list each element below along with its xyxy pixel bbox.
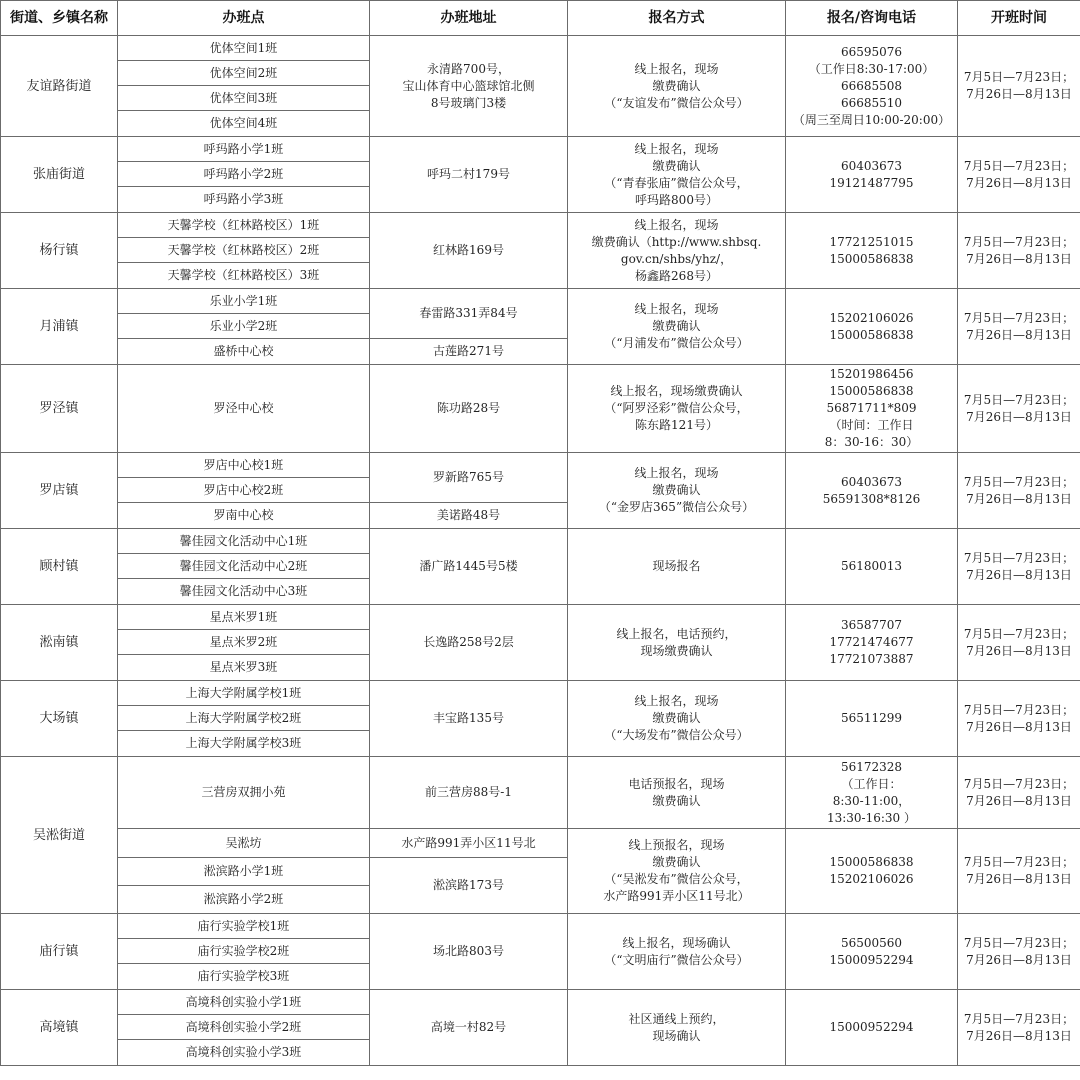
phone-cell-line: 66595076 [840, 44, 903, 59]
address-cell: 呼玛二村179号 [370, 137, 568, 213]
class-time-line: 7月26日—8月13日 [966, 952, 1072, 967]
class-time-line: 7月26日—8月13日 [966, 327, 1072, 342]
class-time-cell [958, 453, 1080, 529]
phone-cell-line: （工作日8:30-17:00） [808, 61, 935, 76]
phone-cell-line: 56591308*8126 [822, 491, 921, 506]
class-site-cell: 天馨学校（红林路校区）2班 [118, 238, 370, 263]
class-site-cell: 呼玛路小学2班 [118, 162, 370, 187]
class-time-line: 7月5日—7月23日； [963, 935, 1075, 950]
class-site-cell: 上海大学附属学校2班 [118, 706, 370, 731]
phone-cell-line: 60403673 [840, 158, 903, 173]
class-site-cell: 馨佳园文化活动中心2班 [118, 554, 370, 579]
address-cell: 美诺路48号 [370, 503, 568, 529]
phone-cell-line: 56172328 [840, 759, 903, 774]
phone-cell [786, 829, 958, 914]
address-cell: 古莲路271号 [370, 339, 568, 365]
class-time-cell [958, 990, 1080, 1066]
district-cell: 张庙街道 [1, 137, 118, 213]
class-time-line: 7月5日—7月23日； [963, 626, 1075, 641]
class-site-cell: 馨佳园文化活动中心1班 [118, 529, 370, 554]
registration-method-cell-line: 缴费确认（http://www.shbsq. [591, 234, 762, 249]
registration-method-cell-line: （“文明庙行”微信公众号） [604, 952, 749, 967]
phone-cell-line: 66685508 [840, 78, 903, 93]
class-site-cell: 呼玛路小学1班 [118, 137, 370, 162]
address-cell-line: 永清路700号， [427, 61, 510, 76]
header-class-time: 开班时间 [958, 1, 1080, 36]
class-site-cell: 高境科创实验小学2班 [118, 1015, 370, 1040]
class-time-line: 7月26日—8月13日 [966, 87, 1072, 101]
address-cell: 罗新路765号 [370, 453, 568, 503]
registration-method-cell [568, 681, 786, 757]
phone-cell [786, 213, 958, 289]
registration-method-cell [568, 453, 786, 529]
class-site-cell: 三营房双拥小苑 [118, 757, 370, 829]
phone-cell-line: 15202106026 [829, 872, 914, 886]
class-time-line: 7月26日—8月13日 [966, 793, 1072, 808]
class-time-line: 7月26日—8月13日 [966, 872, 1072, 886]
district-cell: 罗店镇 [1, 453, 118, 529]
class-time-line: 7月26日—8月13日 [966, 251, 1072, 266]
class-time-line: 7月5日—7月23日； [963, 550, 1075, 565]
class-time-line: 7月26日—8月13日 [966, 643, 1072, 658]
class-time-line: 7月26日—8月13日 [966, 1028, 1072, 1043]
phone-cell [786, 914, 958, 990]
registration-method-cell-line: 缴费确认 [652, 855, 701, 869]
phone-cell-line: 8:30-11:00， [832, 793, 911, 808]
address-cell: 红林路169号 [370, 213, 568, 289]
class-site-cell: 上海大学附属学校3班 [118, 731, 370, 757]
address-cell: 淞滨路173号 [370, 858, 568, 914]
address-cell: 长逸路258号2层 [370, 605, 568, 681]
phone-cell-line: 60403673 [840, 474, 903, 489]
district-cell: 友谊路街道 [1, 36, 118, 137]
registration-method-cell [568, 365, 786, 453]
address-cell-line: 8号玻璃门3楼 [430, 95, 507, 110]
registration-method-cell-line: 杨鑫路268号） [635, 268, 718, 283]
phone-cell-line: 17721474677 [829, 635, 914, 649]
class-time-cell [958, 529, 1080, 605]
address-cell: 陈功路28号 [370, 365, 568, 453]
table-row [1, 36, 1080, 61]
class-site-cell: 优体空间1班 [118, 36, 370, 61]
phone-cell-line: 17721251015 [829, 234, 914, 249]
table-row [1, 829, 1080, 858]
district-cell: 杨行镇 [1, 213, 118, 289]
class-site-cell: 盛桥中心校 [118, 339, 370, 365]
registration-method-cell-line: 现场确认 [652, 1028, 701, 1043]
registration-method-cell-line: 线上报名，现场确认 [622, 935, 731, 950]
class-site-cell: 乐业小学2班 [118, 314, 370, 339]
class-time-line: 7月26日—8月13日 [966, 409, 1072, 424]
class-time-cell [958, 605, 1080, 681]
registration-method-cell-line: 线上报名，电话预约， [616, 626, 737, 641]
address-cell: 高境一村82号 [370, 990, 568, 1066]
registration-method-cell-line: 线上报名，现场 [634, 217, 719, 232]
district-cell: 罗泾镇 [1, 365, 118, 453]
registration-method-cell-line: 缴费确认 [652, 711, 701, 725]
phone-cell: 56511299 [786, 681, 958, 757]
class-site-cell: 高境科创实验小学1班 [118, 990, 370, 1015]
registration-method-cell-line: 缴费确认 [652, 793, 701, 808]
class-site-cell: 庙行实验学校3班 [118, 964, 370, 990]
phone-cell-line: 8：30-16：30） [824, 435, 919, 449]
registration-method-cell-line: （“金罗店365”微信公众号） [598, 500, 755, 514]
phone-cell-line: 15000586838 [829, 384, 914, 398]
registration-method-cell-line: 电话预报名，现场 [628, 776, 725, 791]
table-row [1, 605, 1080, 630]
class-site-cell: 馨佳园文化活动中心3班 [118, 579, 370, 605]
registration-method-cell [568, 757, 786, 829]
registration-method-cell-line: （“月浦发布”微信公众号） [604, 336, 749, 350]
phone-cell [786, 757, 958, 829]
table-row [1, 365, 1080, 453]
phone-cell [786, 365, 958, 453]
class-site-cell: 星点米罗3班 [118, 655, 370, 681]
registration-method-cell [568, 289, 786, 365]
class-time-line: 7月5日—7月23日； [963, 70, 1075, 84]
class-time-cell [958, 829, 1080, 914]
district-cell: 顾村镇 [1, 529, 118, 605]
registration-method-cell-line: 现场缴费确认 [640, 643, 713, 658]
class-site-cell: 优体空间2班 [118, 61, 370, 86]
registration-method-cell [568, 213, 786, 289]
phone-cell: 56180013 [786, 529, 958, 605]
registration-method-cell-line: （“阿罗泾彩”微信公众号， [604, 401, 749, 415]
district-cell: 淞南镇 [1, 605, 118, 681]
registration-method-cell [568, 137, 786, 213]
class-time-line: 7月5日—7月23日； [963, 310, 1075, 325]
class-site-cell: 罗店中心校1班 [118, 453, 370, 478]
class-time-line: 7月5日—7月23日； [963, 474, 1075, 489]
registration-method-cell-line: （“友谊发布”微信公众号） [604, 95, 749, 110]
class-site-cell: 优体空间4班 [118, 111, 370, 137]
class-time-line: 7月26日—8月13日 [966, 567, 1072, 582]
class-site-cell: 星点米罗2班 [118, 630, 370, 655]
phone-cell-line: （工作日： [841, 776, 902, 791]
class-site-cell: 天馨学校（红林路校区）3班 [118, 263, 370, 289]
class-time-cell [958, 914, 1080, 990]
class-site-cell: 星点米罗1班 [118, 605, 370, 630]
table-row [1, 990, 1080, 1015]
registration-method-cell-line: 线上预报名，现场 [628, 838, 725, 852]
class-time-cell [958, 681, 1080, 757]
class-time-line: 7月5日—7月23日； [963, 158, 1075, 173]
registration-method-cell [568, 36, 786, 137]
registration-method-cell-line: （“大场发布”微信公众号） [604, 728, 749, 742]
district-cell: 月浦镇 [1, 289, 118, 365]
registration-method-cell-line: （“青春张庙”微信公众号， [604, 175, 749, 190]
district-cell: 庙行镇 [1, 914, 118, 990]
header-address: 办班地址 [370, 1, 568, 36]
class-time-line: 7月5日—7月23日； [963, 1011, 1075, 1026]
phone-cell [786, 605, 958, 681]
class-time-cell [958, 365, 1080, 453]
class-site-cell: 庙行实验学校2班 [118, 939, 370, 964]
class-time-line: 7月5日—7月23日； [963, 392, 1075, 407]
registration-method-cell [568, 829, 786, 914]
table-row [1, 289, 1080, 314]
phone-cell-line: 56871711*809 [826, 401, 917, 415]
address-cell: 潘广路1445号5楼 [370, 529, 568, 605]
class-time-line: 7月26日—8月13日 [966, 491, 1072, 506]
class-time-cell [958, 36, 1080, 137]
table-row [1, 453, 1080, 478]
class-time-line: 7月5日—7月23日； [963, 855, 1075, 869]
class-site-cell: 罗南中心校 [118, 503, 370, 529]
header-class-site: 办班点 [118, 1, 370, 36]
class-site-cell: 淞滨路小学2班 [118, 886, 370, 914]
phone-cell-line: 36587707 [840, 618, 903, 632]
phone-cell-line: 15000586838 [829, 251, 914, 266]
address-cell-line: 宝山体育中心篮球馆北侧 [402, 78, 535, 93]
class-site-cell: 乐业小学1班 [118, 289, 370, 314]
class-site-cell: 高境科创实验小学3班 [118, 1040, 370, 1066]
phone-cell [786, 36, 958, 137]
registration-method-cell-line: 水产路991弄小区11号北） [603, 889, 750, 903]
phone-cell-line: （时间：工作日 [829, 418, 914, 432]
class-time-line: 7月26日—8月13日 [966, 719, 1072, 734]
registration-method-cell-line: 线上报名，现场 [634, 466, 719, 480]
phone-cell-line: 15000586838 [829, 855, 914, 869]
class-site-cell: 罗店中心校2班 [118, 478, 370, 503]
phone-cell-line: 15000952294 [829, 952, 914, 967]
class-time-cell [958, 137, 1080, 213]
class-time-line: 7月26日—8月13日 [966, 175, 1072, 190]
class-site-cell: 吴淞坊 [118, 829, 370, 858]
header-district: 街道、乡镇名称 [1, 1, 118, 36]
address-cell: 丰宝路135号 [370, 681, 568, 757]
registration-method-cell-line: 陈东路121号） [635, 418, 718, 432]
phone-cell-line: 13:30-16:30 ） [826, 810, 917, 825]
phone-cell [786, 137, 958, 213]
registration-method-cell-line: 线上报名，现场 [634, 61, 719, 76]
phone-cell [786, 289, 958, 365]
registration-method-cell-line: 缴费确认 [652, 483, 701, 497]
registration-method-cell [568, 990, 786, 1066]
registration-method-cell-line: 社区通线上预约， [628, 1011, 725, 1026]
header-registration-method: 报名方式 [568, 1, 786, 36]
class-time-cell [958, 289, 1080, 365]
phone-cell-line: 66685510 [840, 95, 903, 110]
district-cell: 高境镇 [1, 990, 118, 1066]
registration-method-cell-line: gov.cn/shbs/yhz/， [620, 251, 733, 266]
phone-cell [786, 453, 958, 529]
header-row [1, 1, 1080, 36]
table-row [1, 213, 1080, 238]
table-row [1, 529, 1080, 554]
class-time-line: 7月5日—7月23日； [963, 234, 1075, 249]
district-cell: 吴淞街道 [1, 757, 118, 914]
address-cell: 场北路803号 [370, 914, 568, 990]
registration-method-cell-line: 呼玛路800号） [635, 192, 718, 207]
class-site-cell: 优体空间3班 [118, 86, 370, 111]
class-site-cell: 上海大学附属学校1班 [118, 681, 370, 706]
registration-method-cell-line: 缴费确认 [652, 78, 701, 93]
phone-cell-line: 15202106026 [829, 310, 914, 325]
class-time-cell [958, 213, 1080, 289]
registration-method-cell-line: （“吴淞发布”微信公众号， [604, 872, 749, 886]
class-site-cell: 罗泾中心校 [118, 365, 370, 453]
class-site-cell: 呼玛路小学3班 [118, 187, 370, 213]
registration-method-cell-line: 线上报名，现场 [634, 141, 719, 156]
class-time-line: 7月5日—7月23日； [963, 776, 1075, 791]
registration-method-cell: 现场报名 [568, 529, 786, 605]
header-phone: 报名/咨询电话 [786, 1, 958, 36]
registration-method-cell-line: 线上报名，现场缴费确认 [610, 384, 743, 398]
registration-method-cell [568, 605, 786, 681]
phone-cell-line: 17721073887 [829, 652, 914, 666]
phone-cell-line: 15201986456 [829, 367, 914, 381]
phone-cell-line: （周三至周日10:00-20:00） [792, 112, 951, 127]
address-cell: 春雷路331弄84号 [370, 289, 568, 339]
address-cell: 水产路991弄小区11号北 [370, 829, 568, 858]
registration-method-cell-line: 线上报名，现场 [634, 694, 719, 708]
phone-cell-line: 56500560 [840, 935, 903, 950]
phone-cell: 15000952294 [786, 990, 958, 1066]
registration-method-cell-line: 缴费确认 [652, 158, 701, 173]
registration-method-cell-line: 缴费确认 [652, 319, 701, 333]
class-time-line: 7月5日—7月23日； [963, 702, 1075, 717]
registration-method-cell [568, 914, 786, 990]
phone-cell-line: 15000586838 [829, 327, 914, 342]
class-site-cell: 庙行实验学校1班 [118, 914, 370, 939]
address-cell: 前三营房88号-1 [370, 757, 568, 829]
class-site-cell: 淞滨路小学1班 [118, 858, 370, 886]
class-site-cell: 天馨学校（红林路校区）1班 [118, 213, 370, 238]
address-cell [370, 36, 568, 137]
table-row [1, 757, 1080, 829]
table-row [1, 681, 1080, 706]
registration-method-cell-line: 线上报名，现场 [634, 302, 719, 316]
district-cell: 大场镇 [1, 681, 118, 757]
table-row [1, 137, 1080, 162]
table-row [1, 914, 1080, 939]
phone-cell-line: 19121487795 [829, 175, 914, 190]
class-time-cell [958, 757, 1080, 829]
